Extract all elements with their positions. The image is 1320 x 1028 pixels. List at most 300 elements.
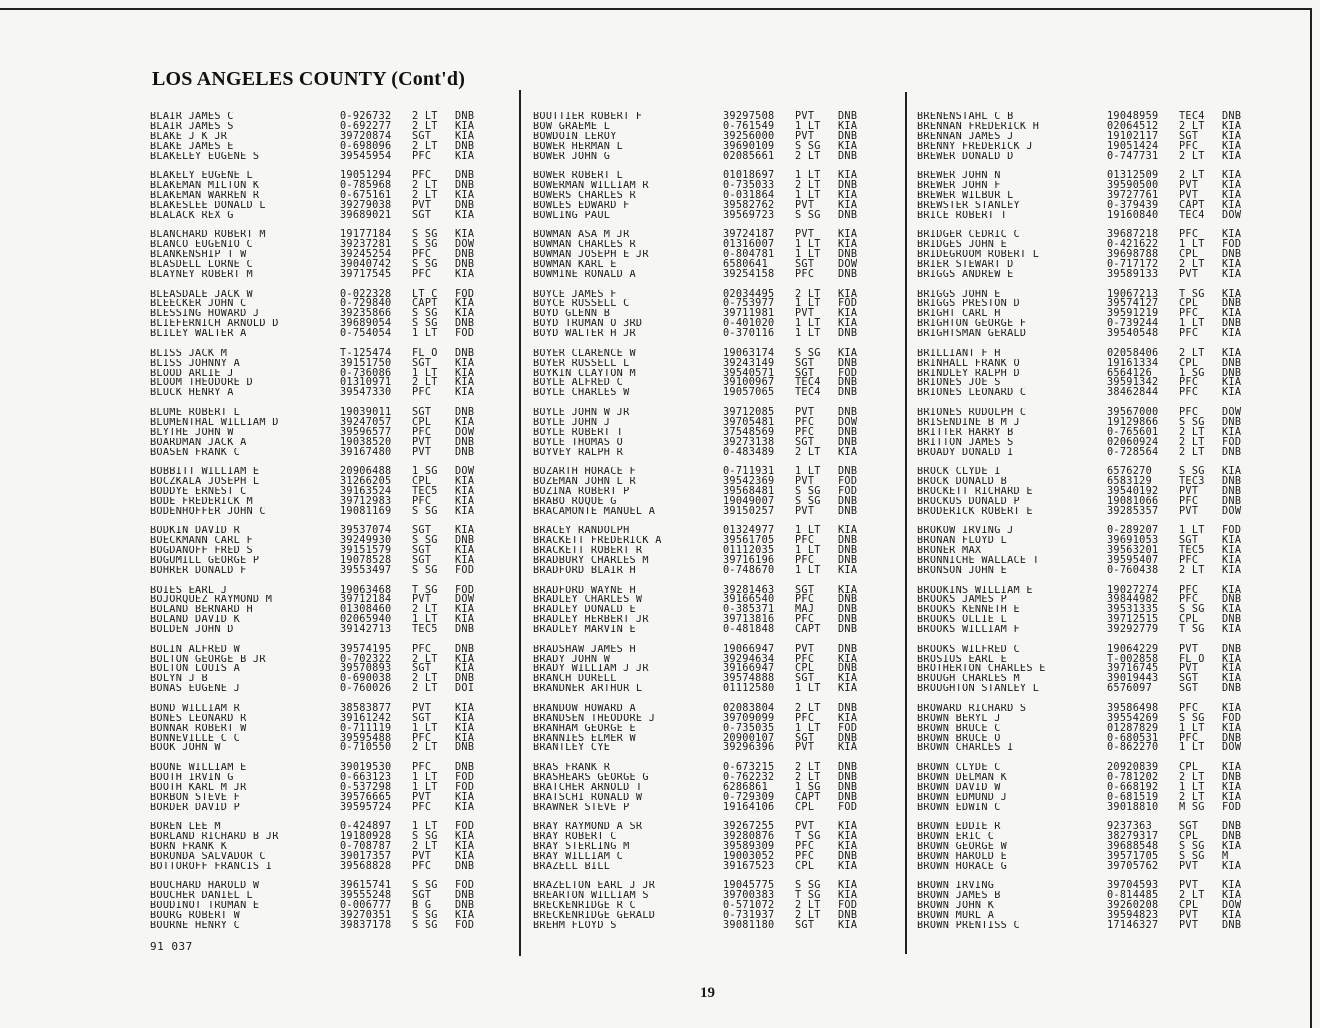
roster-row [917,467,1272,477]
roster-row [533,605,888,615]
soldier-name: BORDER DAVID P [150,802,241,813]
roster-row [917,497,1272,507]
rank: PFC [795,554,815,566]
rank: S SG [1179,712,1205,724]
serial-number: 39254158 [723,268,775,280]
soldier-name: BONNEVILLE C C [150,733,241,744]
rank: PVT [1179,910,1199,922]
roster-group [150,230,505,289]
soldier-name: BREWER JOHN N [917,171,1001,182]
status: KIA [1222,189,1242,201]
status: DOW [455,594,475,606]
serial-number: 39700383 [723,890,775,902]
roster-row [533,201,888,211]
serial-number: 39567000 [1107,406,1159,418]
roster-row [533,704,888,714]
serial-number: 0-571072 [723,900,775,912]
roster-row [533,467,888,477]
rank: SGT [795,436,815,448]
serial-number: 0-754054 [340,328,392,340]
roster-group [150,290,505,349]
status: KIA [1222,880,1242,892]
serial-number: 0-681519 [1107,791,1159,803]
soldier-name: BRITTER HARRY B [917,427,1014,438]
soldier-name: BOREN LEE M [150,822,221,833]
serial-number: 19164106 [723,801,775,813]
rank: CPL [412,476,432,488]
status: DNB [455,762,475,774]
soldier-name: BLAKELY EUGENE L [150,171,253,182]
serial-number: 39267255 [723,821,775,833]
status: DNB [838,130,858,142]
serial-number: 39167523 [723,860,775,872]
status: KIA [1222,584,1242,596]
serial-number: 02034495 [723,288,775,300]
rank: TEC5 [412,485,438,497]
serial-number: 0-762232 [723,771,775,783]
soldier-name: BRACAMONTE MANUEL A [533,506,656,517]
soldier-name: BOYER RUSSELL L [533,358,630,369]
roster-row [533,674,888,684]
rank: PFC [412,495,432,507]
serial-number: 39540548 [1107,328,1159,340]
soldier-name: BRANCH DURELL [533,674,617,685]
serial-number: 19051294 [340,170,392,182]
soldier-name: BOCZKALA JOSEPH L [150,477,260,487]
roster-row [150,467,505,477]
soldier-name: BOYLE ALFRED C [533,378,624,389]
serial-number: 0-711119 [340,722,392,734]
rank: CAPT [1179,199,1205,211]
serial-number: 39273138 [723,436,775,448]
serial-number: 39166540 [723,594,775,606]
soldier-name: BOARDMAN JACK A [150,437,247,448]
status: DOI [455,683,475,695]
status: KIA [838,920,858,931]
status: DOW [1222,742,1242,754]
soldier-name: BRAWNER STEVE P [533,802,630,813]
status: FOD [455,920,475,931]
serial-number: 01312509 [1107,170,1159,182]
rank: CPL [795,663,815,675]
serial-number: 39270351 [340,910,392,922]
status: DOW [1222,900,1242,912]
soldier-name: BROWN EDMUND J [917,792,1008,803]
status: KIA [1222,762,1242,774]
status: DNB [838,702,858,714]
soldier-name: BORLAND RICHARD B JR [150,832,279,843]
serial-number: 0-421622 [1107,239,1159,251]
roster-row [917,270,1272,280]
roster-group [533,230,888,289]
roster-group [150,704,505,763]
rank: SGT [1179,535,1199,547]
soldier-name: BRIGHT CARL H [917,309,1001,320]
status: DNB [1222,416,1242,428]
roster-row [917,260,1272,270]
rank: PVT [1179,505,1199,517]
rank: 1 LT [795,318,821,330]
status: KIA [1222,841,1242,853]
serial-number: 39279038 [340,199,392,211]
roster-row [917,625,1272,635]
roster-row [917,191,1272,201]
status: DNB [838,535,858,547]
status: DNB [455,900,475,912]
serial-number: 0-761549 [723,120,775,132]
serial-number: 39297508 [723,111,775,122]
rank: PVT [795,199,815,211]
rank: S SG [795,495,821,507]
soldier-name: BRENENSTAHL C B [917,112,1014,122]
soldier-name: BOUCHER DANIEL L [150,891,253,902]
roster-row [150,181,505,191]
roster-row [150,487,505,497]
rank: TEC4 [795,387,821,399]
roster-row [917,724,1272,734]
soldier-name: BOZEMAN JOHN L R [533,477,636,487]
roster-row [917,152,1272,162]
roster-row [533,299,888,309]
soldier-name: BLESSING HOWARD J [150,309,260,320]
roster-row [917,921,1272,931]
rank: SGT [1179,821,1199,833]
rank: SGT [412,712,432,724]
status: KIA [455,663,475,675]
rank: 1 LT [412,367,438,379]
roster-row [917,142,1272,152]
rank: SGT [795,357,815,369]
rank: S SG [795,880,821,892]
status: KIA [1222,308,1242,320]
soldier-name: BROUGHTON STANLEY L [917,684,1040,695]
soldier-name: BOYLE ROBERT T [533,427,624,438]
rank: PVT [1179,880,1199,892]
serial-number: 39590500 [1107,180,1159,192]
roster-row [917,803,1272,813]
soldier-name: BORUNDA SALVADOR C [150,851,266,862]
rank: PFC [795,614,815,626]
roster-row [917,448,1272,458]
soldier-name: BOWLING PAUL [533,210,611,221]
soldier-name: BLAKELEY EUGENE S [150,151,260,162]
rank: T SG [1179,624,1205,636]
status: DNB [455,249,475,261]
soldier-name: BROWN EDWIN C [917,802,1001,813]
status: DNB [455,347,475,359]
status: FOD [838,900,858,912]
serial-number: 39711981 [723,308,775,320]
status: KIA [455,910,475,922]
rank: 1 SG [1179,367,1205,379]
serial-number: 39704593 [1107,880,1159,892]
roster-row [533,408,888,418]
serial-number: 39615741 [340,880,392,892]
rank: PFC [1179,377,1199,389]
soldier-name: BROCKETT RICHARD E [917,486,1033,497]
rank: S SG [1179,850,1205,862]
serial-number: 39712085 [723,406,775,418]
soldier-name: BOLAND DAVID K [150,615,241,626]
rank: CPL [1179,614,1199,626]
rank: 1 LT [1179,239,1205,251]
roster-group [533,763,888,822]
roster-row [150,566,505,576]
rank: CPL [1179,831,1199,843]
status: DNB [838,466,858,478]
roster-row [917,881,1272,891]
soldier-name: BOLYN J B [150,674,208,685]
rank: SGT [1179,683,1199,695]
serial-number: 01310971 [340,377,392,389]
roster-group [150,171,505,230]
serial-number: 01308460 [340,604,392,616]
status: KIA [838,189,858,201]
roster-row [150,655,505,665]
serial-number: 39563201 [1107,545,1159,557]
roster-row [150,714,505,724]
rank: PVT [1179,643,1199,655]
status: KIA [1222,259,1242,271]
status: KIA [1222,229,1242,241]
serial-number: 02060924 [1107,436,1159,448]
soldier-name: BROOKINS WILLIAM E [917,585,1033,596]
status: DNB [1222,485,1242,497]
roster-row [917,319,1272,329]
rank: S SG [412,910,438,922]
roster-row [533,921,888,931]
serial-number: 0-708787 [340,841,392,853]
status: KIA [1222,673,1242,685]
status: FOD [838,722,858,734]
serial-number: 20900107 [723,732,775,744]
roster-group [150,763,505,822]
serial-number: 39540571 [723,367,775,379]
roster-row [150,171,505,181]
roster-row [150,349,505,359]
serial-number: 19003052 [723,850,775,862]
roster-group [917,171,1272,230]
soldier-name: BLUMENTHAL WILLIAM D [150,417,279,428]
roster-row [533,329,888,339]
soldier-name: BOYCE RUSSELL C [533,299,630,310]
rank: SGT [795,920,815,931]
serial-number: 19129866 [1107,416,1159,428]
roster-group [533,290,888,349]
serial-number: 39595407 [1107,554,1159,566]
rank: S SG [1179,841,1205,853]
status: KIA [1222,120,1242,132]
soldier-name: BROWN PRENTISS C [917,921,1020,931]
serial-number: 39019443 [1107,673,1159,685]
roster-row [533,625,888,635]
roster-row [917,901,1272,911]
soldier-name: BOWMAN JOSEPH E JR [533,250,649,261]
roster-row [150,428,505,438]
rank: 1 LT [795,120,821,132]
status: FOD [838,476,858,488]
rank: S SG [412,308,438,320]
serial-number: 19027274 [1107,584,1159,596]
roster-group [150,881,505,940]
soldier-name: BRANNIES ELMER W [533,733,636,744]
serial-number: 19063468 [340,584,392,596]
status: KIA [455,130,475,142]
status: DNB [455,140,475,152]
soldier-name: BLUCK HENRY A [150,388,234,399]
rank: PFC [795,594,815,606]
serial-number: 19081066 [1107,495,1159,507]
roster-row [150,418,505,428]
soldier-name: BRANHAM GEORGE E [533,723,636,734]
soldier-name: BOYD GLENN B [533,309,611,320]
rank: PFC [795,850,815,862]
soldier-name: BOWERMAN WILLIAM R [533,181,649,191]
roster-row [150,477,505,487]
serial-number: 39019530 [340,762,392,774]
status: KIA [455,604,475,616]
roster-row [150,586,505,596]
rank: PVT [795,229,815,241]
rank: SGT [412,406,432,418]
rank: 2 LT [1179,426,1205,438]
rank: S SG [412,239,438,251]
roster-row [150,546,505,556]
roster-row [917,299,1272,309]
soldier-name: BROOKS WILLIAM F [917,625,1020,635]
status: KIA [455,189,475,201]
soldier-name: BOURG ROBERT W [150,911,241,921]
roster-group [150,526,505,585]
serial-number: 39294634 [723,653,775,665]
serial-number: 39574195 [340,643,392,655]
soldier-name: BOYER CLARENCE W [533,348,636,359]
serial-number: 39260208 [1107,900,1159,912]
status: KIA [1222,545,1242,557]
roster-row [917,211,1272,221]
rank: 1 LT [795,545,821,557]
status: DNB [838,545,858,557]
rank: 1 LT [795,170,821,182]
roster-row [917,615,1272,625]
soldier-name: BLAKESLEE DONALD L [150,200,266,211]
rank: 1 SG [412,466,438,478]
roster-row [917,704,1272,714]
serial-number: 0-370116 [723,328,775,340]
soldier-name: BRADFORD BLAIR H [533,565,636,576]
serial-number: 39717545 [340,268,392,280]
rank: 1 LT [412,328,438,340]
soldier-name: BOOK JOHN W [150,743,221,754]
serial-number: 0-289207 [1107,525,1159,537]
status: DNB [838,180,858,192]
status: KIA [838,683,858,695]
status: KIA [1222,564,1242,576]
rank: FL O [1179,653,1205,665]
soldier-name: BOHRER DONALD F [150,565,247,576]
roster-row [917,171,1272,181]
soldier-name: BRANDSEN THEODORE J [533,713,656,724]
serial-number: T-002858 [1107,653,1159,665]
soldier-name: BRACKETT ROBERT R [533,546,643,556]
status: DNB [455,624,475,636]
soldier-name: BRATCHER ARNOLD T [533,782,643,793]
roster-row [150,526,505,536]
soldier-name: BRIONES JOE S [917,378,1001,389]
status: KIA [455,505,475,517]
serial-number: 0-663123 [340,771,392,783]
status: KIA [455,209,475,221]
rank: 1 LT [1179,722,1205,734]
soldier-name: BROWN HORACE G [917,861,1008,872]
serial-number: 39553497 [340,564,392,576]
roster-row [150,556,505,566]
rank: TEC5 [1179,545,1205,557]
status: KIA [1222,288,1242,300]
soldier-name: BROOKS JAMES P [917,595,1008,606]
status: KIA [1222,130,1242,142]
status: DNB [838,436,858,448]
roster-row [533,240,888,250]
roster-row [533,822,888,832]
soldier-name: BROWN HAROLD E [917,851,1008,862]
serial-number: 0-765601 [1107,426,1159,438]
roster-row [150,881,505,891]
rank: 2 LT [795,762,821,774]
soldier-name: BLAYNEY ROBERT M [150,269,253,280]
roster-row [533,645,888,655]
serial-number: 39595724 [340,801,392,813]
soldier-name: BRECKENRIDGE GERALD [533,911,656,921]
rank: PFC [1179,140,1199,152]
status: FOD [455,564,475,576]
roster-row [917,181,1272,191]
status: FOD [455,771,475,783]
roster-row [533,132,888,142]
roster-row [533,526,888,536]
status: DNB [838,624,858,636]
soldier-name: BREWER JOHN F [917,181,1001,191]
status: KIA [838,140,858,152]
status: KIA [1222,466,1242,478]
status: KIA [455,525,475,537]
roster-column-2 [533,112,888,941]
roster-column-1 [150,112,505,941]
serial-number: 19066947 [723,643,775,655]
roster-row [917,408,1272,418]
roster-row [533,171,888,181]
soldier-name: BRONNICHE WALLACE T [917,555,1040,566]
soldier-name: BROOKS WILFRED C [917,644,1020,655]
status: DNB [455,436,475,448]
status: KIA [455,702,475,714]
serial-number: 0-673215 [723,762,775,774]
status: KIA [838,525,858,537]
serial-number: 19039011 [340,406,392,418]
soldier-name: BROWN ERIC C [917,832,995,843]
roster-row [533,684,888,694]
serial-number: 39705481 [723,416,775,428]
soldier-name: BROWN CHARLES I [917,743,1014,754]
serial-number: 39712515 [1107,614,1159,626]
status: DNB [838,762,858,774]
soldier-name: BROWN BERYL J [917,713,1001,724]
rank: SGT [412,357,432,369]
soldier-name: BROWN BRUCE O [917,733,1001,744]
status: KIA [838,841,858,853]
roster-row [533,763,888,773]
rank: 2 LT [412,653,438,665]
